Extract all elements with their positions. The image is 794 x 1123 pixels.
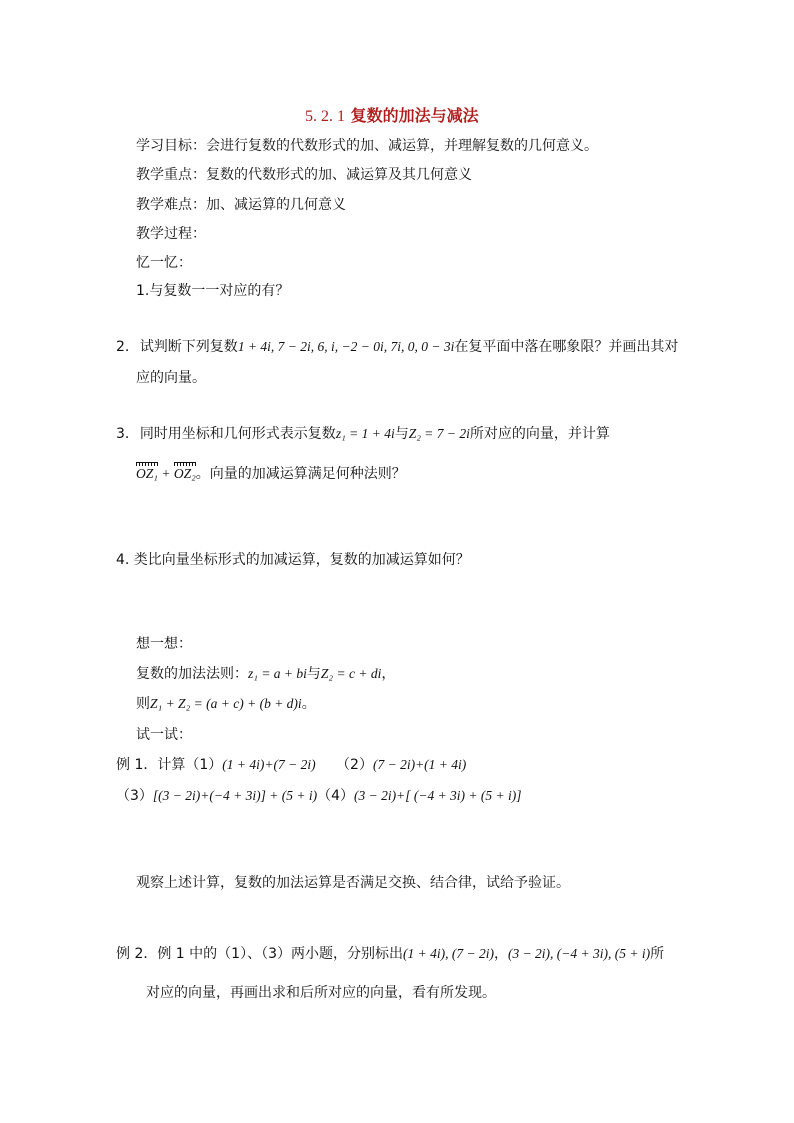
- question-2-continuation: 应的向量。: [136, 370, 206, 386]
- question-3-pre: 同时用坐标和几何形式表示复数: [139, 426, 336, 442]
- example-2-sep: ，: [493, 946, 508, 962]
- addition-rule-pre: 复数的加法法则：: [136, 666, 248, 682]
- question-3-post: 所对应的向量，并计算: [469, 426, 610, 442]
- page-title: [305, 106, 479, 127]
- question-3-math-z1: z₁ = 1 + 4i: [335, 426, 395, 441]
- try-label: 试一试：: [136, 727, 192, 743]
- teaching-key-point: 教学重点：复数的代数形式的加、减运算及其几何意义: [136, 167, 472, 183]
- section-number: 5. 2. 1: [305, 108, 345, 125]
- example-2-math-2: (3 − 2i), (−4 + 3i), (5 + i): [507, 946, 651, 961]
- addition-rule-mid: 与: [306, 666, 321, 682]
- example-2: [116, 944, 664, 964]
- question-1: 1.与复数一一对应的有？: [136, 283, 290, 299]
- think-label: 想一想：: [136, 636, 192, 652]
- question-2-post: 在复平面中落在哪象限？并画出其对: [454, 339, 679, 355]
- addition-rule: [136, 664, 395, 684]
- example-1-label-2: （2）: [336, 757, 373, 773]
- example-1: [116, 755, 466, 775]
- learning-goal: 学习目标：会进行复数的代数形式的加、减运算，并理解复数的几何意义。: [136, 138, 598, 154]
- vector-plus: +: [157, 466, 174, 481]
- title-text: 复数的加法与减法: [350, 106, 479, 125]
- question-4: 4. 类比向量坐标形式的加减运算，复数的加减运算如何？: [116, 552, 470, 568]
- example-1-part-4: (3 − 2i)+[ (−4 + 3i) + (5 + i)]: [354, 788, 522, 803]
- question-3: [116, 424, 610, 444]
- example-1-part-1: (1 + 4i)+(7 − 2i): [222, 757, 316, 772]
- example-2-math-1: (1 + 4i), (7 − 2i): [402, 946, 494, 961]
- question-2-number: 2.: [116, 339, 130, 355]
- addition-result-post: 。: [301, 696, 316, 712]
- example-1-label: 例 1．计算（1）: [116, 757, 223, 773]
- question-3-continuation: [136, 464, 406, 484]
- question-2-pre: 试判断下列复数: [139, 339, 238, 355]
- addition-result-pre: 则: [136, 696, 150, 712]
- example-1-continued: [116, 786, 522, 806]
- example-1-label-3: （3）: [116, 788, 153, 804]
- example-2-pre: 例 2．例 1 中的（1）、（3）两小题，分别标出: [116, 946, 403, 962]
- question-3-mid: 与: [394, 426, 409, 442]
- addition-rule-post: ，: [381, 666, 396, 682]
- vector-oz1: OZ₁: [136, 464, 158, 484]
- vector-oz2: OZ₂: [174, 464, 196, 484]
- question-2: [116, 337, 678, 357]
- example-1-part-3: [(3 − 2i)+(−4 + 3i)] + (5 + i): [152, 788, 318, 803]
- example-2-post: 所: [650, 946, 665, 962]
- question-2-math: 1 + 4i, 7 − 2i, 6, i, −2 − 0i, 7i, 0, 0 − 3i: [237, 339, 455, 354]
- teaching-difficulty: 教学难点：加、减运算的几何意义: [136, 197, 346, 213]
- observation-prompt: 观察上述计算，复数的加法运算是否满足交换、结合律，试给予验证。: [136, 875, 570, 891]
- addition-rule-z1: z₁ = a + bi: [248, 666, 307, 681]
- recall-label: 忆一忆：: [136, 255, 192, 271]
- teaching-process-label: 教学过程：: [136, 226, 206, 242]
- example-1-label-4: （4）: [317, 788, 354, 804]
- question-3-cont: 。向量的加减运算满足何种法则？: [195, 466, 406, 482]
- question-3-math-z2: Z₂ = 7 − 2i: [408, 426, 470, 441]
- question-3-number: 3.: [116, 426, 130, 442]
- example-2-continuation: 对应的向量，再画出求和后所对应的向量，看有所发现。: [146, 985, 496, 1001]
- addition-result: [136, 694, 316, 714]
- addition-result-math: Z₁ + Z₂ = (a + c) + (b + d)i: [150, 696, 302, 711]
- example-1-part-2: (7 − 2i)+(1 + 4i): [372, 757, 467, 772]
- addition-rule-z2: Z₂ = c + di: [320, 666, 382, 681]
